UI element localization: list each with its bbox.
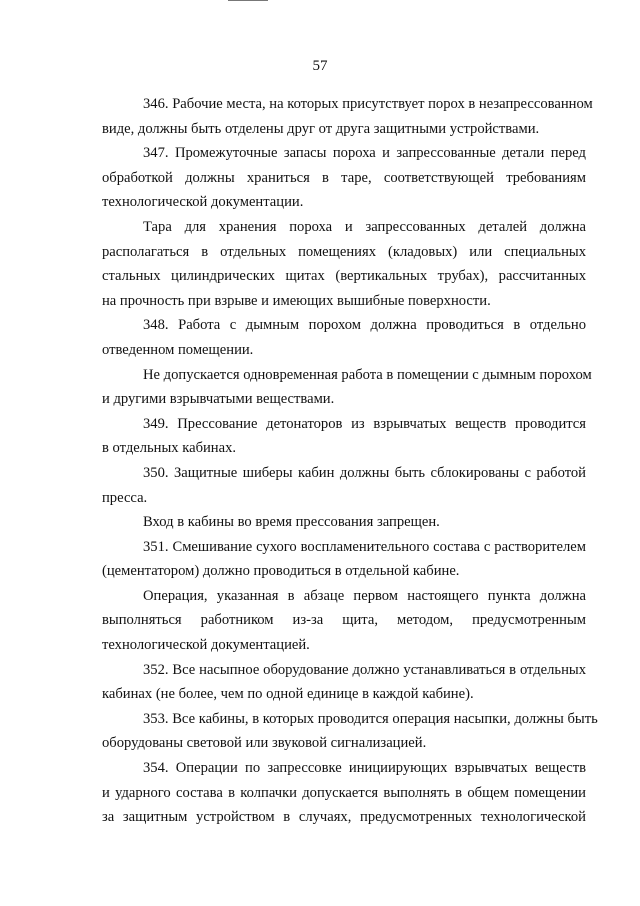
text-line: и другими взрывчатыми веществами. bbox=[102, 391, 335, 408]
text-line: 348. Работа с дымным порохом должна проводиться в отдельно bbox=[143, 317, 586, 334]
text-line: виде, должны быть отделены друг от друга защитными устройствами. bbox=[102, 120, 540, 137]
text-line: 354. Операции по запрессовке инициирующих взрывчатых веществ bbox=[143, 760, 586, 777]
text-line: 351. Смешивание сухого воспламенительного состава с растворителем bbox=[143, 538, 586, 555]
paragraph bbox=[102, 92, 593, 141]
text-line: 347. Промежуточные запасы пороха и запрессованные детали перед bbox=[143, 145, 586, 162]
text-line: стальных цилиндрических щитах (вертикальных трубах), рассчитанных bbox=[102, 268, 586, 285]
text-line: 352. Все насыпное оборудование должно устанавливаться в отдельных bbox=[143, 661, 586, 678]
text-line: Вход в кабины во время прессования запрещен. bbox=[143, 514, 440, 531]
text-line: технологической документацией. bbox=[102, 637, 310, 654]
text-line: отведенном помещении. bbox=[102, 341, 254, 358]
paragraph bbox=[102, 584, 586, 658]
paragraph bbox=[102, 658, 586, 707]
paragraph bbox=[102, 141, 586, 215]
paragraph bbox=[102, 313, 586, 362]
text-line: оборудованы световой или звуковой сигнализацией. bbox=[102, 735, 427, 752]
text-line: 353. Все кабины, в которых проводится операция насыпки, должны быть bbox=[143, 710, 598, 727]
text-line: и ударного состава в колпачки допускается выполнять в общем помещении bbox=[102, 784, 586, 801]
text-line: за защитным устройством в случаях, предусмотренных технологической bbox=[102, 809, 586, 826]
text-line: Не допускается одновременная работа в помещении с дымным порохом bbox=[143, 366, 592, 383]
text-line: (цементатором) должно проводиться в отдельной кабине. bbox=[102, 563, 460, 580]
text-line: пресса. bbox=[102, 489, 148, 506]
scan-edge-mark bbox=[228, 0, 268, 1]
paragraph bbox=[102, 707, 598, 756]
text-line: в отдельных кабинах. bbox=[102, 440, 237, 457]
text-line: 346. Рабочие места, на которых присутствует порох в незапрессованном bbox=[143, 96, 593, 112]
paragraph bbox=[102, 363, 592, 412]
text-line: выполняться работником из-за щита, методом, предусмотренным bbox=[102, 612, 586, 629]
text-line: Тара для хранения пороха и запрессованных деталей должна bbox=[143, 218, 586, 235]
text-line: кабинах (не более, чем по одной единице в каждой кабине). bbox=[102, 686, 474, 703]
text-line: технологической документации. bbox=[102, 194, 304, 211]
text-line: 349. Прессование детонаторов из взрывчатых веществ проводится bbox=[143, 415, 586, 432]
paragraph bbox=[102, 535, 586, 584]
text-line: Операция, указанная в абзаце первом настоящего пункта должна bbox=[143, 587, 586, 604]
document-body bbox=[102, 92, 598, 830]
paragraph bbox=[102, 756, 586, 830]
text-line: обработкой должны храниться в таре, соответствующей требованиям bbox=[102, 169, 586, 186]
text-line: 350. Защитные шиберы кабин должны быть сблокированы с работой bbox=[143, 464, 586, 481]
text-line: располагаться в отдельных помещениях (кладовых) или специальных bbox=[102, 243, 586, 260]
paragraph bbox=[102, 215, 586, 313]
page-number: 57 bbox=[312, 58, 328, 74]
paragraph bbox=[102, 412, 586, 461]
paragraph bbox=[102, 510, 586, 535]
text-line: на прочность при взрыве и имеющих вышибные поверхности. bbox=[102, 292, 491, 309]
paragraph bbox=[102, 461, 586, 510]
